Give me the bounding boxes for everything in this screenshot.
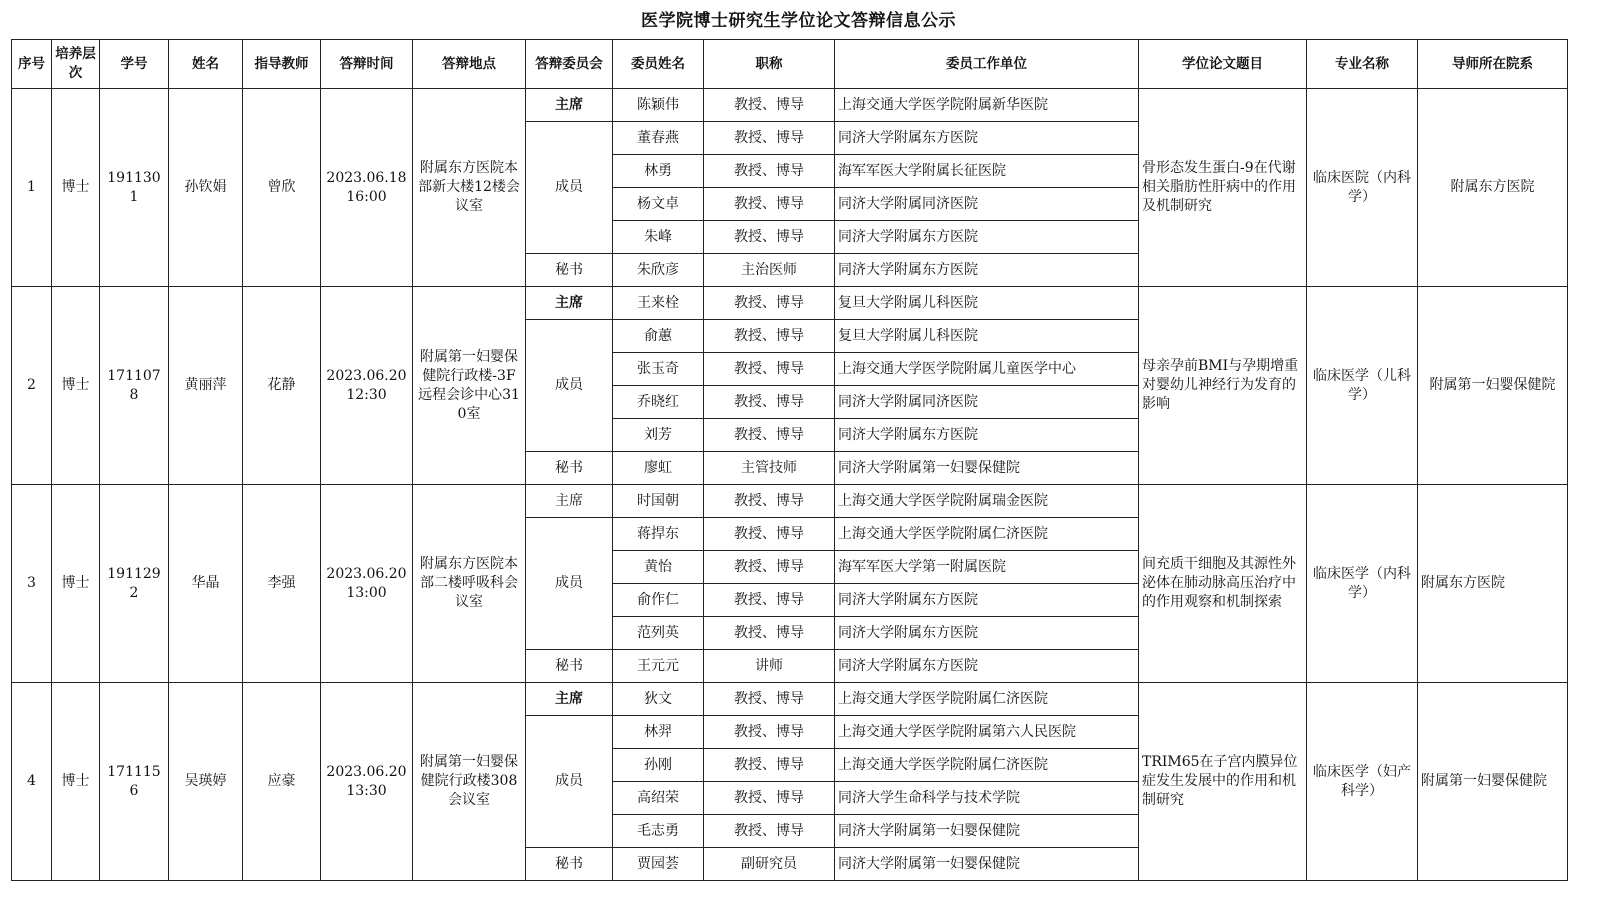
advisor-dept: 附属东方医院 — [1418, 89, 1568, 287]
member-name: 毛志勇 — [613, 815, 704, 848]
member-unit: 同济大学附属东方医院 — [835, 122, 1139, 155]
member-unit: 同济大学附属同济医院 — [835, 188, 1139, 221]
header-cell: 答辩委员会 — [526, 40, 613, 89]
member-name: 俞蕙 — [613, 320, 704, 353]
member-unit: 同济大学附属东方医院 — [835, 419, 1139, 452]
member-unit: 上海交通大学医学院附属仁济医院 — [835, 749, 1139, 782]
member-title: 教授、博导 — [704, 617, 835, 650]
header-cell: 学号 — [100, 40, 169, 89]
committee-role-secretary: 秘书 — [526, 650, 613, 683]
member-title: 教授、博导 — [704, 485, 835, 518]
member-name: 朱欣彦 — [613, 254, 704, 287]
member-name: 高绍荣 — [613, 782, 704, 815]
member-name: 俞作仁 — [613, 584, 704, 617]
header-cell: 答辩时间 — [321, 40, 413, 89]
thesis-title: 母亲孕前BMI与孕期增重对婴幼儿神经行为发育的影响 — [1139, 287, 1307, 485]
member-name: 陈颖伟 — [613, 89, 704, 122]
header-cell: 导师所在院系 — [1418, 40, 1568, 89]
committee-role-member: 成员 — [526, 716, 613, 848]
student-id: 1711156 — [100, 683, 169, 881]
member-unit: 海军军医大学附属长征医院 — [835, 155, 1139, 188]
member-unit: 同济大学附属东方医院 — [835, 221, 1139, 254]
advisor-name: 花静 — [243, 287, 321, 485]
member-title: 教授、博导 — [704, 749, 835, 782]
degree-level: 博士 — [52, 89, 100, 287]
member-title: 教授、博导 — [704, 155, 835, 188]
member-title: 副研究员 — [704, 848, 835, 881]
serial-number: 4 — [12, 683, 52, 881]
student-id: 1911292 — [100, 485, 169, 683]
member-title: 教授、博导 — [704, 89, 835, 122]
degree-level: 博士 — [52, 287, 100, 485]
member-name: 朱峰 — [613, 221, 704, 254]
member-unit: 上海交通大学医学院附属儿童医学中心 — [835, 353, 1139, 386]
member-name: 杨文卓 — [613, 188, 704, 221]
serial-number: 1 — [12, 89, 52, 287]
member-unit: 同济大学附属第一妇婴保健院 — [835, 452, 1139, 485]
member-title: 教授、博导 — [704, 419, 835, 452]
degree-level: 博士 — [52, 683, 100, 881]
serial-number: 2 — [12, 287, 52, 485]
member-unit: 上海交通大学医学院附属仁济医院 — [835, 518, 1139, 551]
committee-role-secretary: 秘书 — [526, 452, 613, 485]
member-name: 刘芳 — [613, 419, 704, 452]
defense-time: 2023.06.20 13:30 — [321, 683, 413, 881]
degree-level: 博士 — [52, 485, 100, 683]
defense-time: 2023.06.20 12:30 — [321, 287, 413, 485]
thesis-title: TRIM65在子宫内膜异位症发生发展中的作用和机制研究 — [1139, 683, 1307, 881]
committee-role-secretary: 秘书 — [526, 848, 613, 881]
major-name: 临床医学（儿科学） — [1307, 287, 1418, 485]
table-row — [12, 683, 1568, 716]
member-title: 教授、博导 — [704, 518, 835, 551]
major-name: 临床医院（内科学） — [1307, 89, 1418, 287]
member-title: 教授、博导 — [704, 320, 835, 353]
member-unit: 上海交通大学医学院附属第六人民医院 — [835, 716, 1139, 749]
thesis-title: 间充质干细胞及其源性外泌体在肺动脉高压治疗中的作用观察和机制探索 — [1139, 485, 1307, 683]
member-title: 教授、博导 — [704, 122, 835, 155]
member-name: 狄文 — [613, 683, 704, 716]
header-cell: 职称 — [704, 40, 835, 89]
member-name: 范列英 — [613, 617, 704, 650]
table-row — [12, 89, 1568, 122]
committee-role-member: 成员 — [526, 122, 613, 254]
header-cell: 委员姓名 — [613, 40, 704, 89]
student-id: 1911301 — [100, 89, 169, 287]
defense-place: 附属东方医院本部新大楼12楼会议室 — [413, 89, 526, 287]
header-cell: 指导教师 — [243, 40, 321, 89]
member-unit: 同济大学附属同济医院 — [835, 386, 1139, 419]
defense-place: 附属第一妇婴保健院行政楼-3F远程会诊中心310室 — [413, 287, 526, 485]
header-cell: 培养层次 — [52, 40, 100, 89]
table-row — [12, 287, 1568, 320]
committee-role-chair: 主席 — [526, 89, 613, 122]
header-cell: 委员工作单位 — [835, 40, 1139, 89]
member-name: 王元元 — [613, 650, 704, 683]
member-name: 董春燕 — [613, 122, 704, 155]
member-name: 王来栓 — [613, 287, 704, 320]
advisor-dept: 附属第一妇婴保健院 — [1418, 287, 1568, 485]
member-name: 时国朝 — [613, 485, 704, 518]
member-name: 廖虹 — [613, 452, 704, 485]
advisor-dept: 附属第一妇婴保健院 — [1418, 683, 1568, 881]
member-unit: 上海交通大学医学院附属瑞金医院 — [835, 485, 1139, 518]
committee-role-chair: 主席 — [526, 485, 613, 518]
member-title: 讲师 — [704, 650, 835, 683]
member-unit: 海军军医大学第一附属医院 — [835, 551, 1139, 584]
serial-number: 3 — [12, 485, 52, 683]
thesis-title: 骨形态发生蛋白-9在代谢相关脂肪性肝病中的作用及机制研究 — [1139, 89, 1307, 287]
member-title: 教授、博导 — [704, 815, 835, 848]
major-name: 临床医学（妇产科学） — [1307, 683, 1418, 881]
defense-place: 附属第一妇婴保健院行政楼308会议室 — [413, 683, 526, 881]
header-cell: 专业名称 — [1307, 40, 1418, 89]
member-title: 主治医师 — [704, 254, 835, 287]
student-name: 孙钦娟 — [169, 89, 243, 287]
member-title: 教授、博导 — [704, 782, 835, 815]
defense-place: 附属东方医院本部二楼呼吸科会议室 — [413, 485, 526, 683]
advisor-name: 李强 — [243, 485, 321, 683]
student-name: 华晶 — [169, 485, 243, 683]
committee-role-member: 成员 — [526, 518, 613, 650]
member-title: 教授、博导 — [704, 221, 835, 254]
member-unit: 同济大学生命科学与技术学院 — [835, 782, 1139, 815]
header-row — [12, 40, 1568, 89]
member-title: 教授、博导 — [704, 386, 835, 419]
committee-role-chair: 主席 — [526, 683, 613, 716]
member-unit: 上海交通大学医学院附属新华医院 — [835, 89, 1139, 122]
member-title: 教授、博导 — [704, 188, 835, 221]
major-name: 临床医学（内科学） — [1307, 485, 1418, 683]
member-unit: 复旦大学附属儿科医院 — [835, 320, 1139, 353]
member-title: 主管技师 — [704, 452, 835, 485]
member-unit: 同济大学附属东方医院 — [835, 254, 1139, 287]
header-cell: 答辩地点 — [413, 40, 526, 89]
member-name: 黄怡 — [613, 551, 704, 584]
member-title: 教授、博导 — [704, 584, 835, 617]
committee-role-chair: 主席 — [526, 287, 613, 320]
member-unit: 复旦大学附属儿科医院 — [835, 287, 1139, 320]
table-row — [12, 485, 1568, 518]
member-title: 教授、博导 — [704, 287, 835, 320]
header-cell: 姓名 — [169, 40, 243, 89]
header-cell: 学位论文题目 — [1139, 40, 1307, 89]
advisor-name: 应豪 — [243, 683, 321, 881]
member-unit: 同济大学附属东方医院 — [835, 617, 1139, 650]
member-name: 孙刚 — [613, 749, 704, 782]
member-name: 林羿 — [613, 716, 704, 749]
member-unit: 同济大学附属东方医院 — [835, 650, 1139, 683]
committee-role-member: 成员 — [526, 320, 613, 452]
page-title: 医学院博士研究生学位论文答辩信息公示 — [641, 11, 956, 31]
member-title: 教授、博导 — [704, 683, 835, 716]
student-name: 黄丽萍 — [169, 287, 243, 485]
member-unit: 同济大学附属东方医院 — [835, 584, 1139, 617]
defense-time: 2023.06.20 13:00 — [321, 485, 413, 683]
committee-role-secretary: 秘书 — [526, 254, 613, 287]
student-id: 1711078 — [100, 287, 169, 485]
advisor-name: 曾欣 — [243, 89, 321, 287]
advisor-dept: 附属东方医院 — [1418, 485, 1568, 683]
header-cell: 序号 — [12, 40, 52, 89]
member-unit: 同济大学附属第一妇婴保健院 — [835, 848, 1139, 881]
member-name: 张玉奇 — [613, 353, 704, 386]
student-name: 吴瑛婷 — [169, 683, 243, 881]
member-title: 教授、博导 — [704, 551, 835, 584]
defense-time: 2023.06.18 16:00 — [321, 89, 413, 287]
member-name: 贾园荟 — [613, 848, 704, 881]
defense-info-table — [11, 39, 1568, 881]
member-unit: 同济大学附属第一妇婴保健院 — [835, 815, 1139, 848]
member-title: 教授、博导 — [704, 716, 835, 749]
member-title: 教授、博导 — [704, 353, 835, 386]
member-unit: 上海交通大学医学院附属仁济医院 — [835, 683, 1139, 716]
member-name: 乔晓红 — [613, 386, 704, 419]
member-name: 蒋捍东 — [613, 518, 704, 551]
member-name: 林勇 — [613, 155, 704, 188]
